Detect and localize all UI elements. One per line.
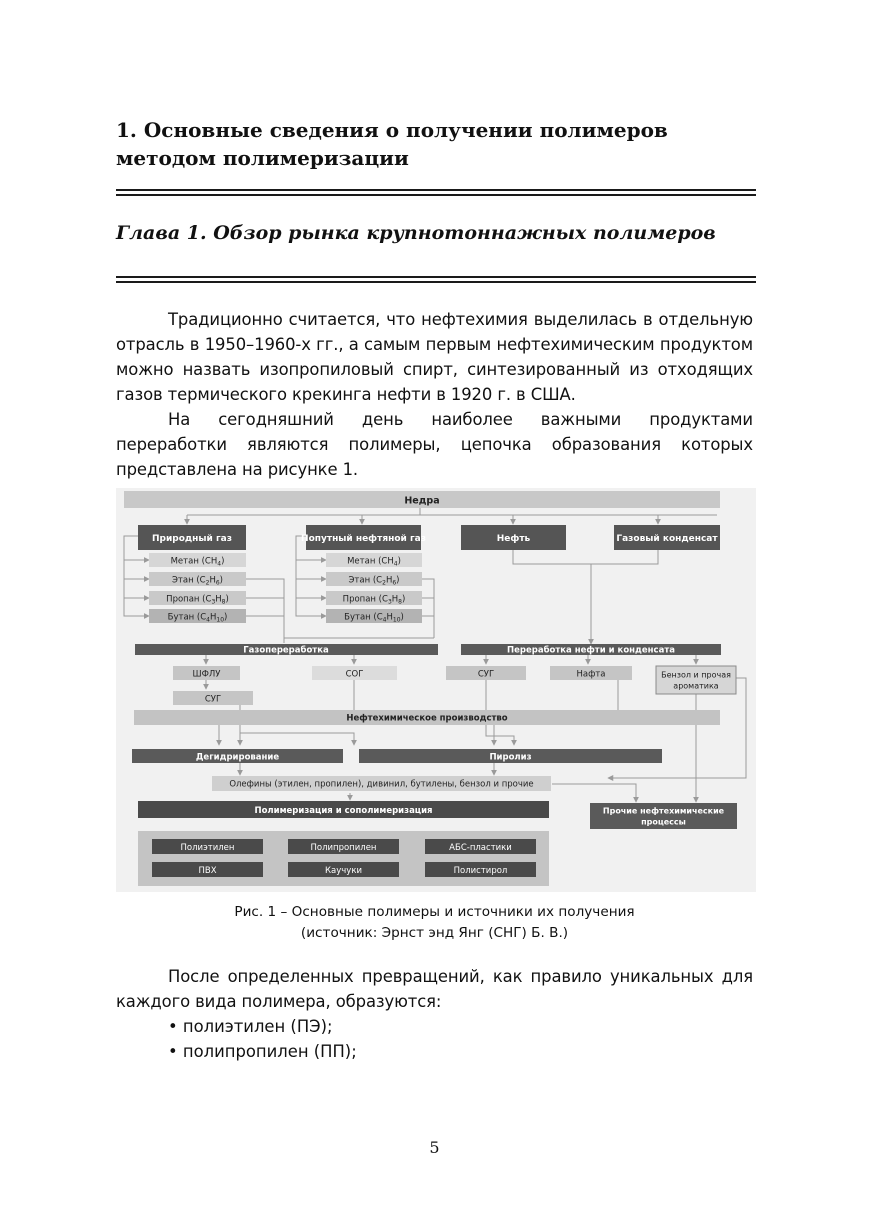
paragraph-polymers: На сегодняшний день наиболее важными продуктами переработки являются полимеры, цепочка образования которых представлена на рисунке 1. — [116, 410, 753, 479]
node-natural-gas-label: Природный газ — [152, 534, 232, 544]
node-nedra-label: Недра — [404, 495, 440, 507]
figure-polymer-sources-diagram — [116, 488, 756, 892]
double-rule-bottom-2 — [116, 281, 756, 283]
page-number: 5 — [429, 1138, 440, 1157]
paragraph-intro: Традиционно считается, что нефтехимия выделилась в отдельную отрасль в 1950–1960-х гг., а самым первым нефтехимическим продуктом можно назвать изопропиловый спирт, синтезированный из отходящих газов термического крекинга нефти в 1920 г. в США. — [116, 310, 753, 404]
product-abs-plastics-label: АБС-пластики — [449, 843, 512, 853]
natural-gas-ethane-label: Этан $(C_2H_6)$ — [172, 575, 223, 587]
product-polyethylene-label: Полиэтилен — [180, 843, 235, 853]
diagram-svg — [116, 488, 756, 892]
natural-gas-propane-label: Пропан $(C_3H_8)$ — [166, 594, 229, 606]
node-benzene-line-2: ароматика — [673, 681, 719, 691]
node-oil-label: Нефть — [496, 534, 531, 544]
node-other-processes-line-2: процессы — [641, 817, 686, 827]
node-petrochemical-production-label: Нефтехимическое производство — [346, 713, 508, 724]
node-benzene-line-1: Бензол и прочая — [661, 670, 731, 680]
chapter-title-line-1: 1. Основные сведения о получении полимеров — [116, 118, 668, 142]
double-rule-top-2 — [116, 194, 756, 196]
double-rule-bottom-1 — [116, 276, 756, 278]
product-pvc-label: ПВХ — [198, 866, 217, 876]
node-polymerization-label: Полимеризация и сополимеризация — [254, 806, 433, 816]
associated-gas-ethane-label: Этан $(C_2H_6)$ — [348, 575, 400, 587]
list-item-polyethylene: • полиэтилен (ПЭ); — [168, 1017, 333, 1036]
figure-caption-line-1: Рис. 1 – Основные полимеры и источники их получения — [234, 904, 635, 920]
node-gas-processing-label: Газопереработка — [243, 645, 329, 656]
figure-caption-line-2: (источник: Эрнст энд Янг (СНГ) Б. В.) — [300, 925, 569, 941]
chapter-title-line-2: методом полимеризации — [116, 146, 409, 170]
chapter-title — [116, 116, 756, 172]
double-rule-top-1 — [116, 189, 756, 191]
product-polystyrene-label: Полистирол — [453, 866, 508, 876]
node-gas-condensate-label: Газовый конденсат — [616, 534, 718, 544]
natural-gas-butane-label: Бутан $(C_4H_{10})$ — [167, 612, 228, 624]
node-other-processes-line-1: Прочие нефтехимические — [602, 806, 725, 816]
natural-gas-methane-label: Метан $(CH_4)$ — [170, 556, 225, 568]
node-oil-processing-label: Переработка нефти и конденсата — [507, 645, 675, 656]
node-nafta-label: Нафта — [576, 669, 606, 680]
product-polypropylene-label: Полипропилен — [310, 843, 377, 853]
associated-gas-propane-label: Пропан $(C_3H_8)$ — [342, 594, 406, 606]
node-associated-gas-label: Попутный нефтяной газ — [301, 534, 426, 544]
associated-gas-methane-label: Метан $(CH_4)$ — [347, 556, 401, 568]
list-item-polypropylene: • полипропилен (ПП); — [168, 1042, 357, 1061]
node-shflu-label: ШФЛУ — [192, 669, 221, 680]
node-olefins-label: Олефины (этилен, пропилен), дивинил, бутилены, бензол и прочие — [229, 779, 534, 790]
associated-gas-butane-label: Бутан $(C_4H_{10})$ — [344, 612, 404, 624]
node-sug-gas-label: СУГ — [204, 694, 222, 705]
node-dehydrogenation-label: Дегидрирование — [195, 752, 280, 763]
paragraph-transformations: После определенных превращений, как правило уникальных для каждого вида полимера, образуются: — [116, 967, 753, 1011]
product-rubbers-label: Каучуки — [325, 866, 362, 876]
node-sog-label: СОГ — [345, 669, 364, 680]
section-title: Глава 1. Обзор рынка крупнотоннажных полимеров — [116, 222, 716, 244]
node-pyrolysis-label: Пиролиз — [489, 752, 532, 763]
node-sug-oil-label: СУГ — [477, 669, 495, 680]
